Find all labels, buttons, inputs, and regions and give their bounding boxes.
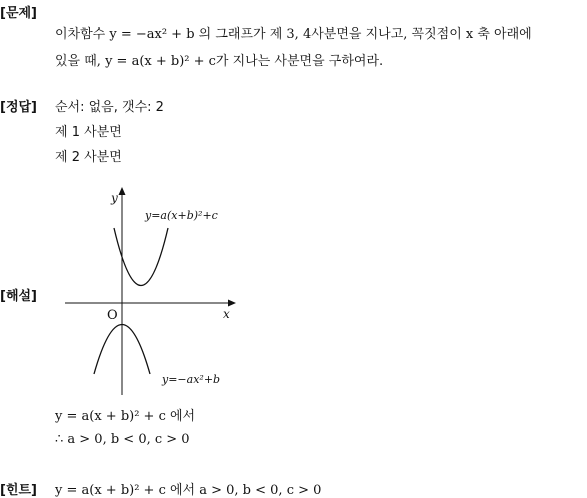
x-axis-label: x <box>223 307 230 321</box>
answer-text-line-1: 순서: 없음, 갯수: 2 <box>55 100 164 115</box>
origin-label: O <box>107 308 118 323</box>
x-axis <box>65 300 236 307</box>
explanation-text-line-1: y = a(x + b)² + c 에서 <box>55 409 196 424</box>
lower-curve-label: y=−ax²+b <box>162 373 221 386</box>
answer-text-line-2: 제 1 사분면 <box>55 125 122 140</box>
y-axis-arrow-icon <box>119 187 126 195</box>
answer-text-line-3: 제 2 사분면 <box>55 150 122 165</box>
problem-label: [문제] <box>0 6 37 21</box>
x-axis-arrow-icon <box>228 300 236 307</box>
hint-text-line-1: y = a(x + b)² + c 에서 a > 0, b < 0, c > 0 <box>55 483 322 498</box>
explanation-graph <box>55 182 255 400</box>
y-axis-label: y <box>111 191 118 205</box>
hint-label: [힌트] <box>0 483 37 498</box>
upper-curve-label: y=a(x+b)²+c <box>145 209 218 222</box>
explanation-label: [해설] <box>0 289 37 304</box>
explanation-text-line-2: ∴ a > 0, b < 0, c > 0 <box>55 432 190 447</box>
answer-label: [정답] <box>0 100 37 115</box>
problem-text-line-1: 이차함수 y = −ax² + b 의 그래프가 제 3, 4사분면을 지나고, 꼭짓점이 x 축 아래에 <box>55 27 532 42</box>
problem-text-line-2: 있을 때, y = a(x + b)² + c가 지나는 사분면을 구하여라. <box>55 54 384 69</box>
y-axis <box>119 187 126 395</box>
